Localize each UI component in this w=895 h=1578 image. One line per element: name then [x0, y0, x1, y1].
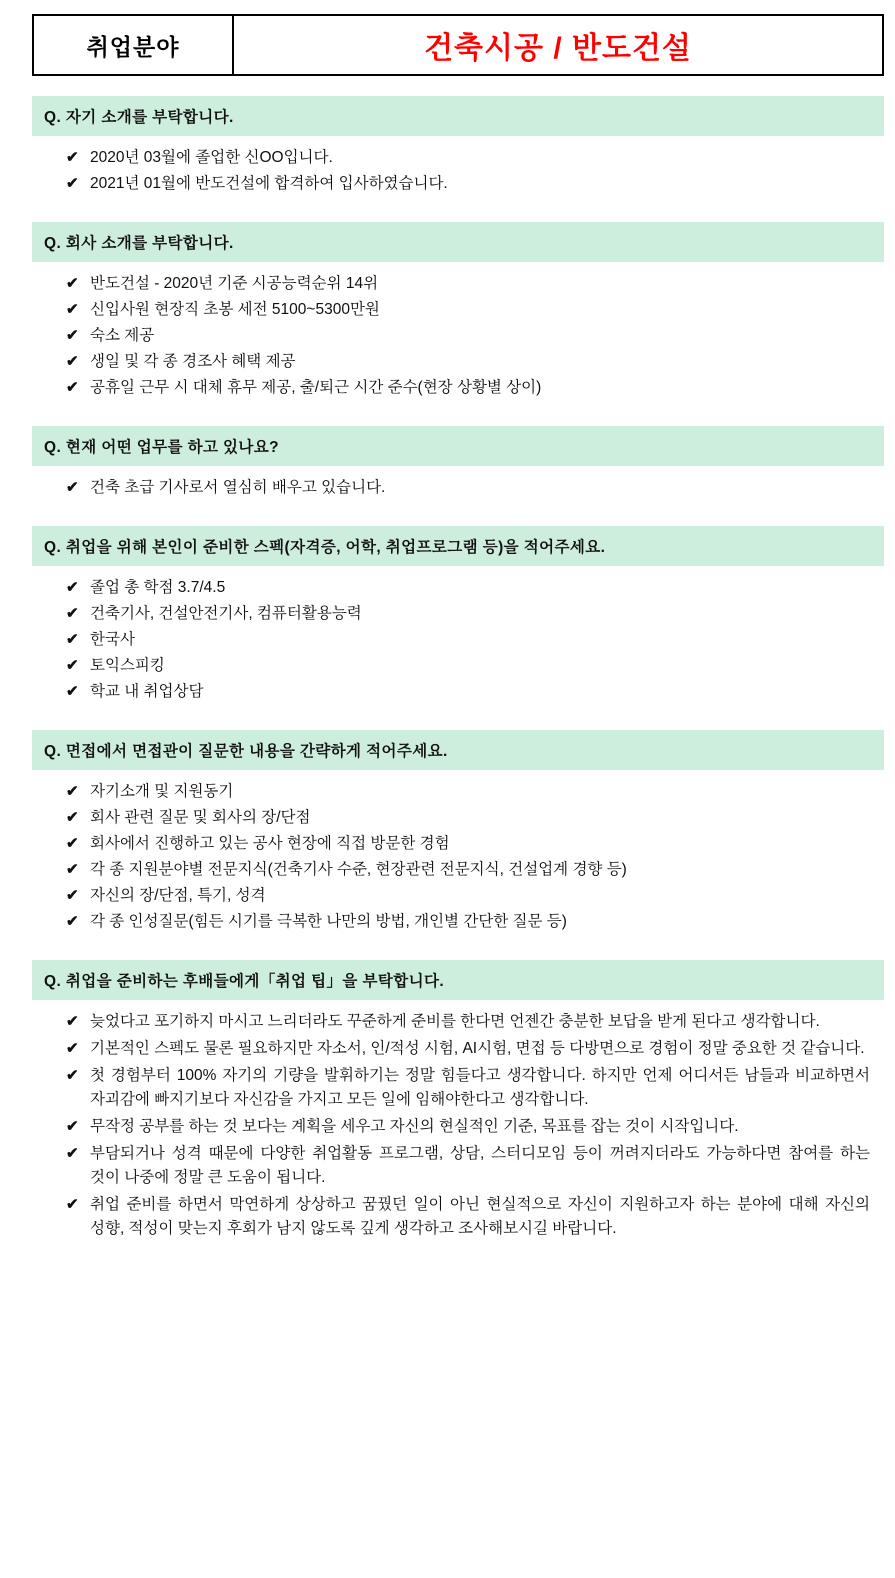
check-icon: ✔: [66, 631, 79, 649]
answer-text: 회사 관련 질문 및 회사의 장/단점: [90, 809, 311, 827]
answer-text: 학교 내 취업상담: [90, 683, 204, 701]
check-icon: ✔: [66, 1118, 79, 1136]
list-item: [66, 680, 874, 704]
answer-list: [32, 770, 884, 946]
header-field-value: 건축시공 / 반도건설: [424, 32, 692, 65]
answer-text: 한국사: [90, 631, 135, 649]
list-item: [66, 654, 874, 678]
answer-text: 기본적인 스펙도 물론 필요하지만 자소서, 인/적성 시험, AI시험, 면접 등 다방면으로 경험이 정말 중요한 것 같습니다.: [90, 1040, 865, 1058]
check-icon: ✔: [66, 149, 79, 166]
answer-text: 생일 및 각 종 경조사 혜택 제공: [90, 353, 296, 371]
list-item: [66, 602, 874, 626]
check-icon: ✔: [66, 783, 79, 801]
answer-text: 무작정 공부를 하는 것 보다는 계획을 세우고 자신의 현실적인 기준, 목표를 잡는 것이 시작입니다.: [90, 1118, 739, 1136]
question-heading: Q. 면접에서 면접관이 질문한 내용을 간략하게 적어주세요.: [32, 730, 884, 770]
spacer: [18, 946, 877, 960]
list-item: [66, 476, 874, 500]
list-item: [66, 1115, 870, 1139]
check-icon: ✔: [66, 327, 79, 345]
question-heading: Q. 회사 소개를 부탁합니다.: [32, 222, 884, 262]
check-icon: ✔: [66, 301, 79, 319]
qa-block-current-work: [32, 426, 884, 512]
answer-text: 첫 경험부터 100% 자기의 기량을 발휘하기는 정말 힘들다고 생각합니다. 하지만 언제 어디서든 남들과 비교하면서 자괴감에 빠지기보다 자신감을 가지고 모든 일에 임해야한다고 생각합니다.: [90, 1067, 870, 1109]
check-icon: ✔: [66, 379, 79, 397]
list-item: [66, 376, 874, 400]
answer-list: [32, 1000, 884, 1256]
answer-text: 자기소개 및 지원동기: [90, 783, 234, 801]
question-heading: Q. 현재 어떤 업무를 하고 있나요?: [32, 426, 884, 466]
check-icon: ✔: [66, 913, 79, 931]
check-icon: ✔: [66, 809, 79, 827]
check-icon: ✔: [66, 579, 79, 597]
check-icon: ✔: [66, 657, 79, 675]
qa-block-self-introduction: [32, 96, 884, 208]
answer-text: 부담되거나 성격 때문에 다양한 취업활동 프로그램, 상담, 스터디모임 등이 꺼려지더라도 가능하다면 참여를 하는 것이 나중에 정말 큰 도움이 됩니다.: [90, 1145, 870, 1187]
check-icon: ✔: [66, 1145, 79, 1163]
list-item: [66, 350, 874, 374]
header-field-label: 취업분야: [34, 16, 234, 74]
question-heading: Q. 취업을 위해 본인이 준비한 스펙(자격증, 어학, 취업프로그램 등)을 적어주세요.: [32, 526, 884, 566]
list-item: [66, 272, 874, 296]
list-item: [66, 884, 874, 908]
answer-text: 회사에서 진행하고 있는 공사 현장에 직접 방문한 경험: [90, 835, 450, 853]
list-item: [66, 1142, 870, 1190]
answer-list: [32, 566, 884, 716]
list-item: [66, 172, 874, 196]
check-icon: ✔: [66, 275, 79, 293]
list-item: [66, 806, 874, 830]
question-heading: Q. 취업을 준비하는 후배들에게「취업 팁」을 부탁합니다.: [32, 960, 884, 1000]
list-item: [66, 628, 874, 652]
answer-text: 신입사원 현장직 초봉 세전 5100~5300만원: [90, 301, 380, 319]
answer-text: 취업 준비를 하면서 막연하게 상상하고 꿈꿨던 일이 아닌 현실적으로 자신이 지원하고자 하는 분야에 대해 자신의 성향, 적성이 맞는지 후회가 남지 않도록 깊게 생각하고 조사해보시길 바랍니다.: [90, 1196, 870, 1238]
qa-block-tips: [32, 960, 884, 1256]
list-item: [66, 780, 874, 804]
check-icon: ✔: [66, 353, 79, 371]
check-icon: ✔: [66, 835, 79, 853]
answer-text: 각 종 인성질문(힘든 시기를 극복한 나만의 방법, 개인별 간단한 질문 등): [90, 913, 567, 931]
answer-text: 반도건설 - 2020년 기준 시공능력순위 14위: [90, 275, 379, 293]
question-heading: Q. 자기 소개를 부탁합니다.: [32, 96, 884, 136]
check-icon: ✔: [66, 861, 79, 879]
answer-list: [32, 262, 884, 412]
check-icon: ✔: [66, 605, 79, 623]
check-icon: ✔: [66, 479, 79, 497]
check-icon: ✔: [66, 1067, 79, 1085]
list-item: [66, 1010, 870, 1034]
answer-text: 자신의 장/단점, 특기, 성격: [90, 887, 266, 905]
list-item: [66, 1064, 870, 1112]
qa-block-specs: [32, 526, 884, 716]
spacer: [18, 208, 877, 222]
spacer: [18, 412, 877, 426]
list-item: [66, 1193, 870, 1241]
spacer: [18, 76, 877, 96]
header: [32, 14, 884, 76]
list-item: [66, 298, 874, 322]
answer-text: 토익스피킹: [90, 657, 165, 675]
qa-block-company-introduction: [32, 222, 884, 412]
check-icon: ✔: [66, 1196, 79, 1214]
answer-text: 2021년 01월에 반도건설에 합격하여 입사하였습니다.: [90, 175, 448, 193]
spacer: [18, 512, 877, 526]
check-icon: ✔: [66, 1013, 79, 1031]
answer-text: 건축기사, 건설안전기사, 컴퓨터활용능력: [90, 605, 362, 623]
answer-list: [32, 136, 884, 208]
list-item: [66, 832, 874, 856]
answer-text: 각 종 지원분야별 전문지식(건축기사 수준, 현장관련 전문지식, 건설업계 경향 등): [90, 861, 627, 879]
answer-text: 숙소 제공: [90, 327, 155, 345]
check-icon: ✔: [66, 887, 79, 905]
list-item: [66, 146, 874, 170]
list-item: [66, 910, 874, 934]
spacer: [18, 716, 877, 730]
check-icon: ✔: [66, 175, 79, 193]
check-icon: ✔: [66, 1040, 79, 1058]
list-item: [66, 858, 874, 882]
list-item: [66, 1037, 870, 1061]
answer-list: [32, 466, 884, 512]
qa-block-interview-questions: [32, 730, 884, 946]
answer-text: 공휴일 근무 시 대체 휴무 제공, 출/퇴근 시간 준수(현장 상황별 상이): [90, 379, 542, 397]
answer-text: 건축 초급 기사로서 열심히 배우고 있습니다.: [90, 479, 386, 497]
answer-text: 졸업 총 학점 3.7/4.5: [90, 579, 226, 597]
answer-text: 2020년 03월에 졸업한 신OO입니다.: [90, 149, 333, 166]
list-item: [66, 324, 874, 348]
check-icon: ✔: [66, 683, 79, 701]
list-item: [66, 576, 874, 600]
answer-text: 늦었다고 포기하지 마시고 느리더라도 꾸준하게 준비를 한다면 언젠간 충분한 보답을 받게 된다고 생각합니다.: [90, 1013, 820, 1031]
